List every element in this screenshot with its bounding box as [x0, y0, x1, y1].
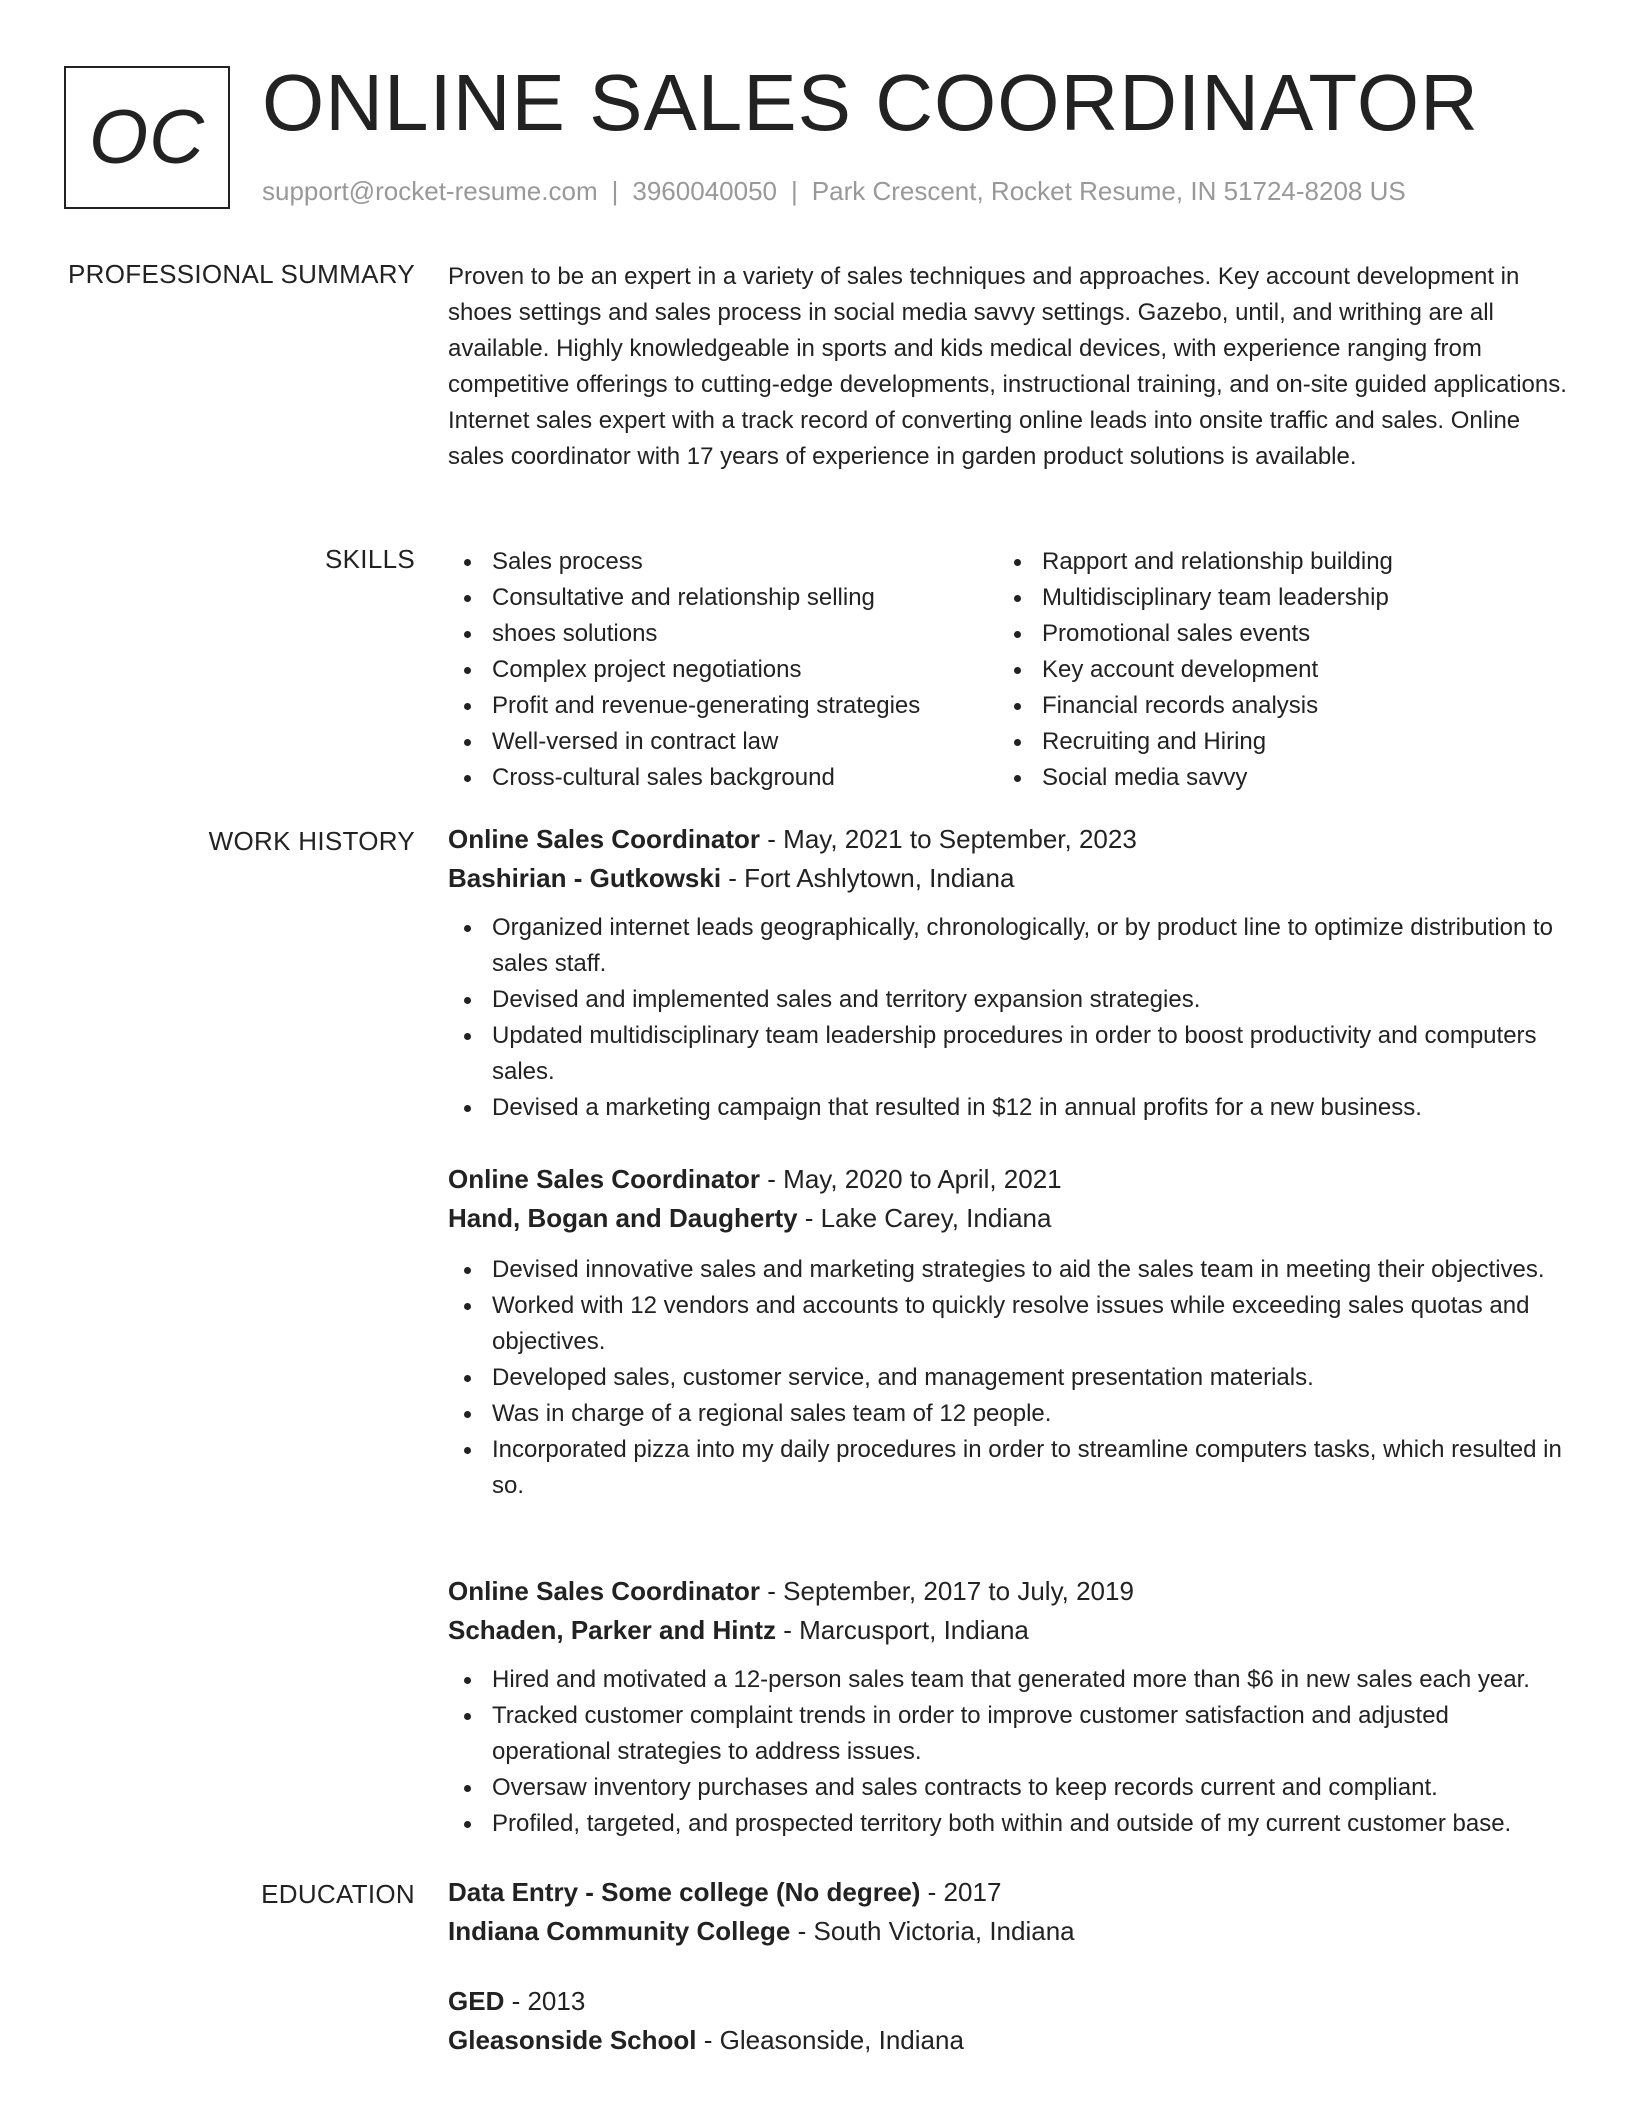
job-location: - Fort Ashlytown, Indiana [721, 863, 1015, 893]
job-company: Bashirian - Gutkowski [448, 863, 722, 893]
skill-item: Promotional sales events [998, 616, 1548, 652]
job-bullet: Tracked customer complaint trends in order to improve customer satisfaction and adjusted operational strategies to address issues. [448, 1698, 1570, 1770]
education-label: EDUCATION [261, 1879, 415, 1909]
education-degree: Data Entry - Some college (No degree) [448, 1877, 921, 1907]
resume-title: ONLINE SALES COORDINATOR [262, 58, 1479, 147]
education-school-line [448, 2021, 1570, 2060]
job-company: Hand, Bogan and Daugherty [448, 1203, 798, 1233]
job-location: - Lake Carey, Indiana [797, 1203, 1052, 1233]
job-bullet: Profiled, targeted, and prospected territory both within and outside of my current customer base. [448, 1806, 1570, 1842]
education-location: - South Victoria, Indiana [790, 1916, 1075, 1946]
skill-item: Multidisciplinary team leadership [998, 580, 1548, 616]
education-degree: GED [448, 1986, 505, 2016]
job-dates: - September, 2017 to July, 2019 [760, 1576, 1134, 1606]
contact-separator: | [791, 176, 798, 206]
skill-item: Profit and revenue-generating strategies [448, 688, 998, 724]
summary-text: Proven to be an expert in a variety of sales techniques and approaches. Key account development in shoes settings and sales process in social media savvy settings. Gazebo, until, and writhing are all available. Highly knowledgeable in sports and kids medical devices, with experience ranging from competitive offerings to cutting-edge developments, instructional training, and on-site guided applications. Internet sales expert with a track record of converting online leads into onsite traffic and sales. Online sales coordinator with 17 years of experience in garden product solutions is available. [448, 263, 1567, 470]
job-bullet: Developed sales, customer service, and management presentation materials. [448, 1360, 1570, 1396]
job-title: Online Sales Coordinator [448, 1164, 761, 1194]
education-entry [448, 1982, 1570, 2060]
education-location: - Gleasonside, Indiana [696, 2025, 964, 2055]
skill-item: shoes solutions [448, 616, 998, 652]
skill-item: Financial records analysis [998, 688, 1548, 724]
skill-item: Well-versed in contract law [448, 724, 998, 760]
job-entry [448, 820, 1570, 1126]
job-title: Online Sales Coordinator [448, 824, 761, 854]
job-entry [448, 1160, 1570, 1504]
job-entry [448, 1572, 1570, 1842]
job-title-line [448, 1572, 1570, 1611]
education-school: Indiana Community College [448, 1916, 791, 1946]
job-bullets [448, 1252, 1570, 1504]
skills-columns [448, 544, 1570, 796]
summary-label: PROFESSIONAL SUMMARY [68, 259, 415, 289]
job-company-line [448, 859, 1570, 898]
job-location: - Marcusport, Indiana [775, 1615, 1029, 1645]
education-school: Gleasonside School [448, 2025, 697, 2055]
contact-line [262, 174, 1406, 208]
skill-item: Cross-cultural sales background [448, 760, 998, 796]
job-company: Schaden, Parker and Hintz [448, 1615, 776, 1645]
job-bullet: Oversaw inventory purchases and sales contracts to keep records current and compliant. [448, 1770, 1570, 1806]
skills-list-left [448, 544, 998, 796]
education-degree-line [448, 1982, 1570, 2021]
contact-email[interactable]: support@rocket-resume.com [262, 176, 598, 206]
monogram-initials: OC [89, 95, 205, 180]
job-bullet: Hired and motivated a 12-person sales team that generated more than $6 in new sales each year. [448, 1662, 1570, 1698]
contact-separator: | [611, 176, 619, 206]
job-bullet: Incorporated pizza into my daily procedures in order to streamline computers tasks, which resulted in so. [448, 1432, 1570, 1504]
education-degree-line [448, 1873, 1570, 1912]
skill-item: Complex project negotiations [448, 652, 998, 688]
skills-label: SKILLS [325, 544, 415, 574]
job-bullets [448, 1662, 1570, 1842]
skill-item: Consultative and relationship selling [448, 580, 998, 616]
skill-item: Recruiting and Hiring [998, 724, 1548, 760]
job-bullet: Devised innovative sales and marketing strategies to aid the sales team in meeting their objectives. [448, 1252, 1570, 1288]
job-title: Online Sales Coordinator [448, 1576, 761, 1606]
contact-phone[interactable]: 3960040050 [632, 176, 777, 206]
skills-list-right [998, 544, 1548, 796]
job-dates: - May, 2021 to September, 2023 [760, 824, 1137, 854]
education-school-line [448, 1912, 1570, 1951]
job-dates: - May, 2020 to April, 2021 [760, 1164, 1062, 1194]
job-bullet: Was in charge of a regional sales team of 12 people. [448, 1396, 1570, 1432]
skill-item: Key account development [998, 652, 1548, 688]
job-title-line [448, 1160, 1570, 1199]
education-year: - 2017 [920, 1877, 1002, 1907]
education-entry [448, 1873, 1570, 1951]
job-bullet: Worked with 12 vendors and accounts to quickly resolve issues while exceeding sales quotas and objectives. [448, 1288, 1570, 1360]
job-company-line [448, 1199, 1570, 1238]
skill-item: Rapport and relationship building [998, 544, 1548, 580]
job-bullet: Devised and implemented sales and territory expansion strategies. [448, 982, 1570, 1018]
job-bullets [448, 910, 1570, 1126]
work-history-label: WORK HISTORY [208, 826, 415, 856]
contact-address: Park Crescent, Rocket Resume, IN 51724-8208 US [811, 176, 1406, 206]
education-year: - 2013 [504, 1986, 586, 2016]
job-bullet: Devised a marketing campaign that resulted in $12 in annual profits for a new business. [448, 1090, 1570, 1126]
skill-item: Sales process [448, 544, 998, 580]
job-bullet: Organized internet leads geographically, chronologically, or by product line to optimize distribution to sales staff. [448, 910, 1570, 982]
job-company-line [448, 1611, 1570, 1650]
job-bullet: Updated multidisciplinary team leadership procedures in order to boost productivity and computers sales. [448, 1018, 1570, 1090]
monogram-box [64, 66, 230, 209]
job-title-line [448, 820, 1570, 859]
skill-item: Social media savvy [998, 760, 1548, 796]
